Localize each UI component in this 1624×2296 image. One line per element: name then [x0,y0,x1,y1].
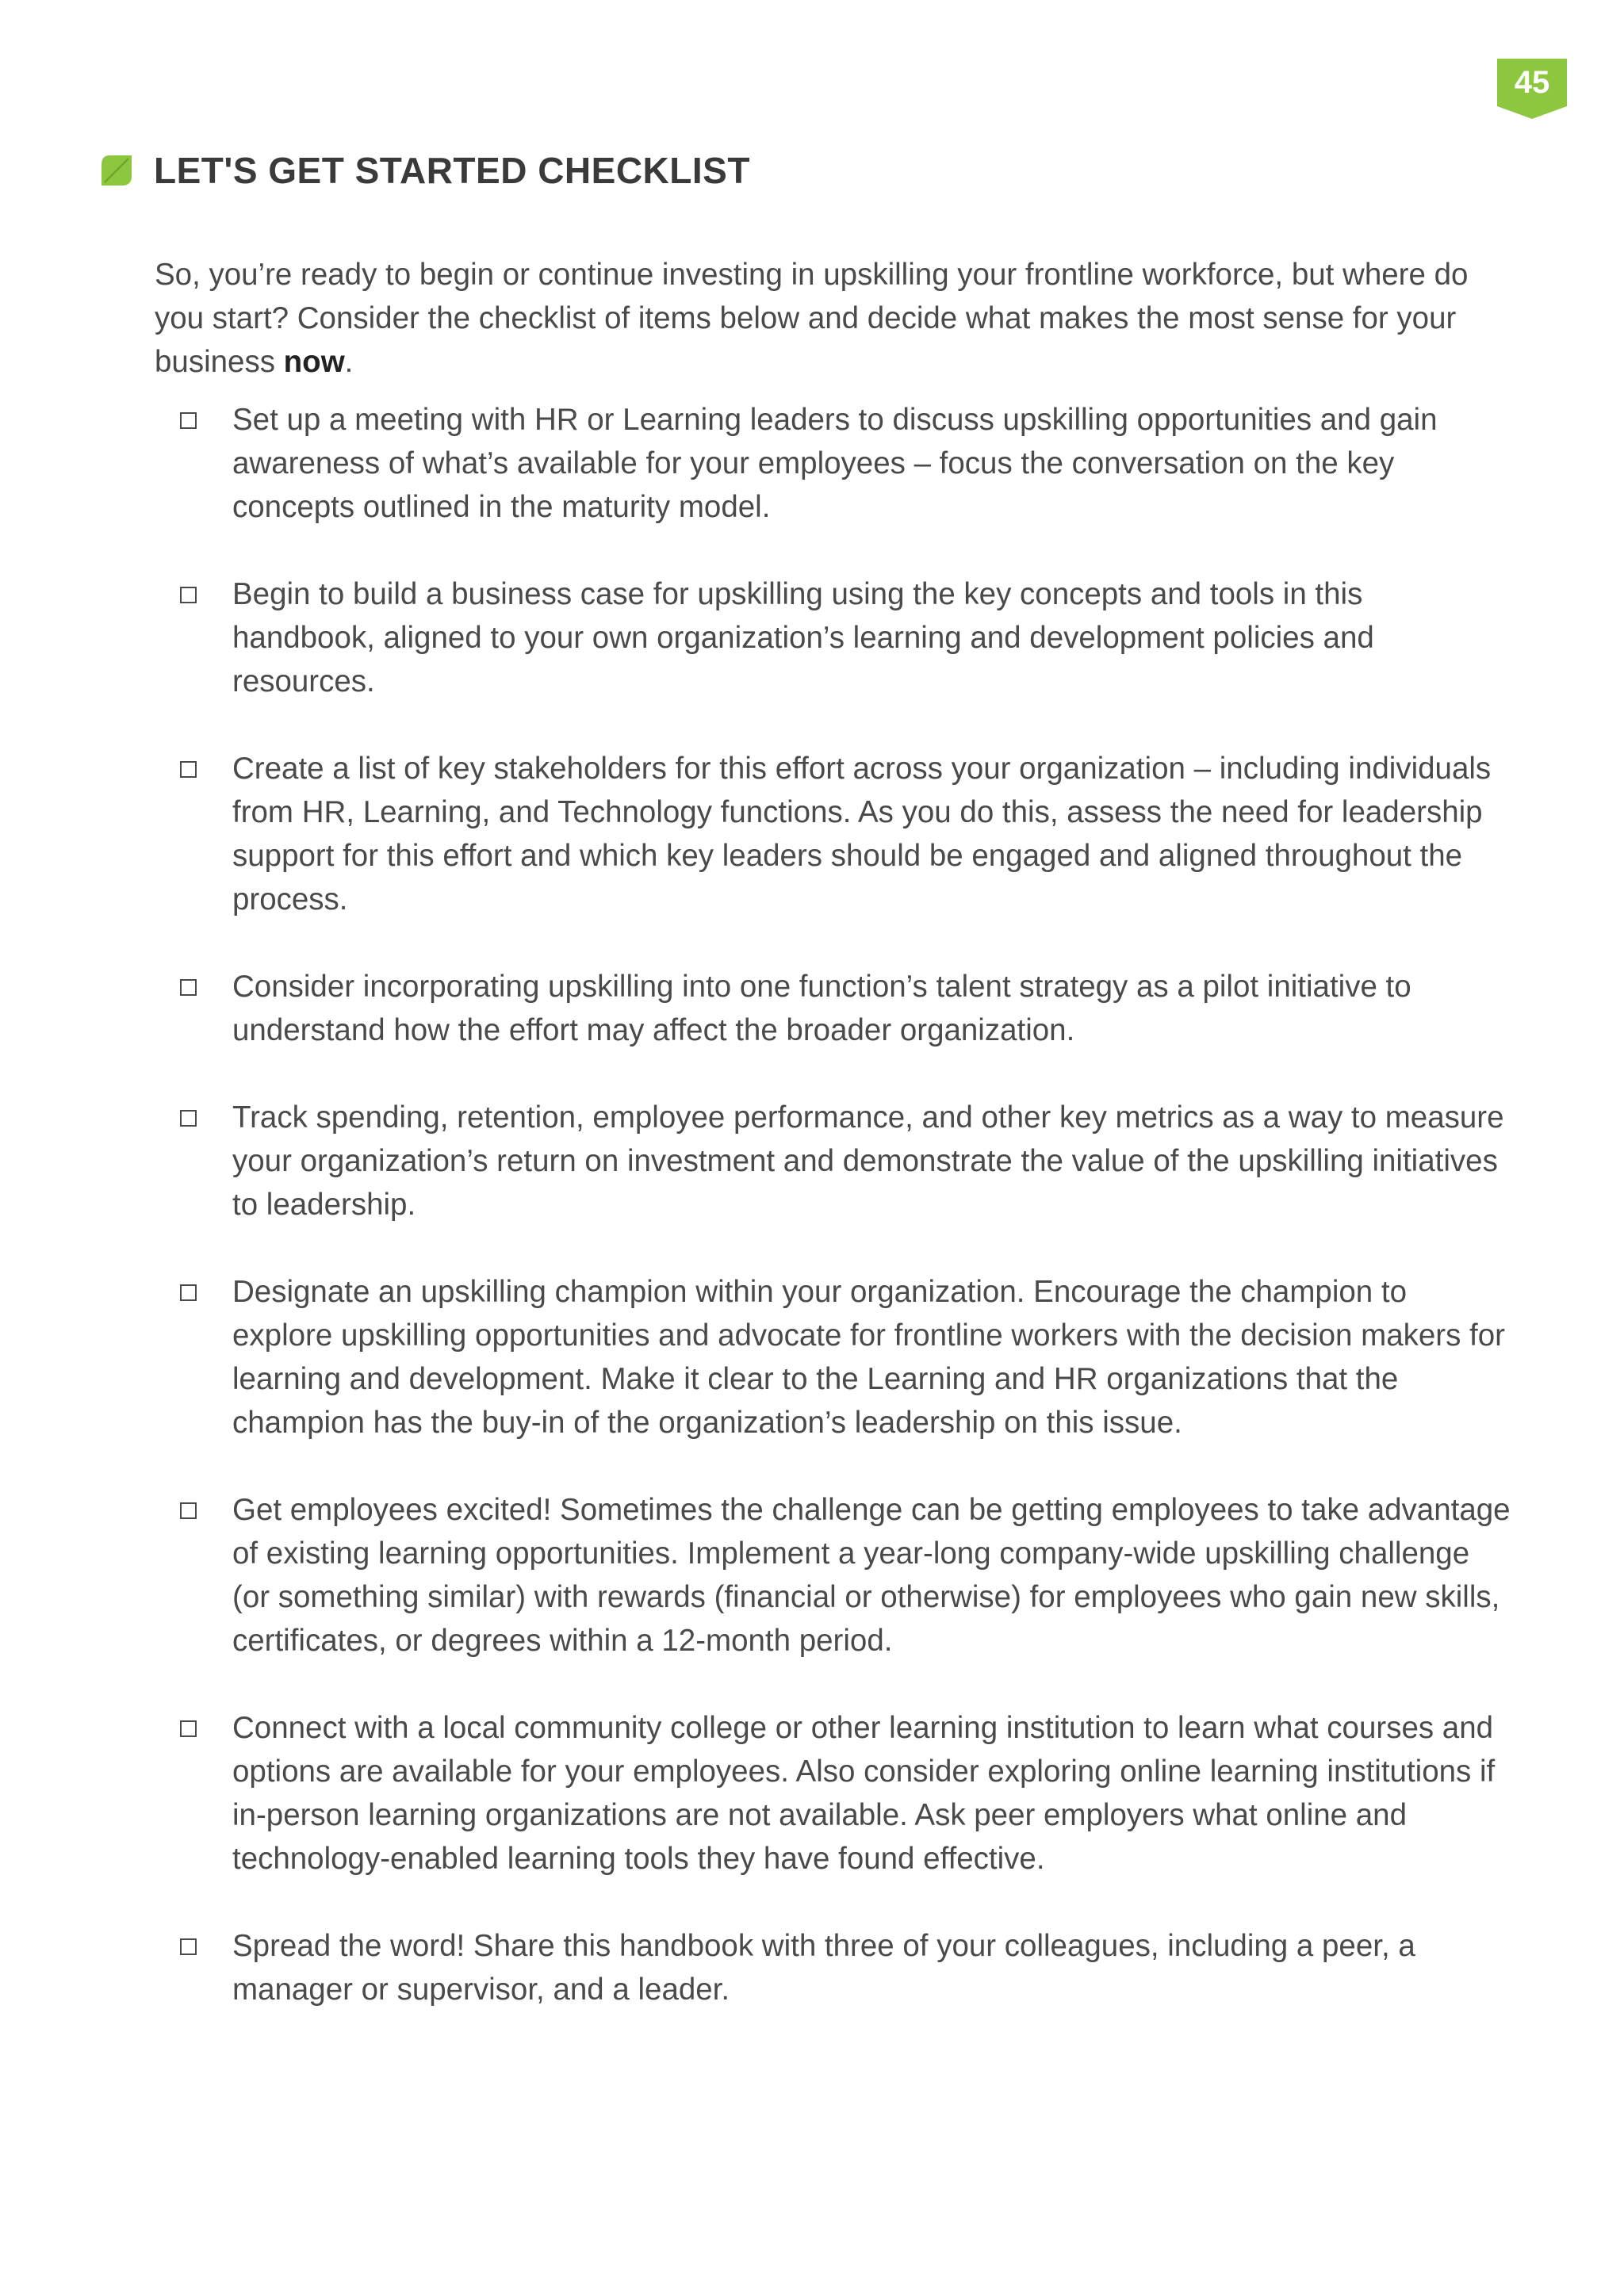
checklist-item-text: Get employees excited! Sometimes the challenge can be getting employees to take advantage of existing learning opportunities. Implement a year-long company-wide upskilling challenge (or something similar) with rewards (financial or otherwise) for employees who gain new skills, certificates, or degrees within a 12-month period. [232,1493,1511,1658]
checklist-item-text: Connect with a local community college or other learning institution to learn what courses and options are available for your employees. Also consider exploring online learning institutions if in-person learning organizations are not available. Ask peer employers what online and technology-enabled learning tools they have found effective. [232,1711,1496,1876]
checkbox-icon[interactable] [180,761,197,778]
intro-paragraph [155,253,1503,384]
checkbox-icon[interactable] [180,587,197,603]
checklist-item-text: Designate an upskilling champion within your organization. Encourage the champion to explore upskilling opportunities and advocate for frontline workers with the decision makers for learning and development. Make it clear to the Learning and HR organizations that the champion has the buy-in of the organization’s leadership on this issue. [232,1275,1505,1440]
intro-text: So, you’re ready to begin or continue investing in upskilling your frontline workforce, but where do you start? Consider the checklist of items below and decide what makes the most sense for your business [155,257,1469,379]
leaf-icon [100,154,133,187]
checklist-item [155,572,1511,703]
intro-text-end: . [344,344,354,379]
checklist [155,398,1511,2055]
checklist-item [155,1706,1511,1881]
section-heading [100,146,750,195]
checkbox-icon[interactable] [180,1284,197,1301]
checklist-item [155,1924,1511,2011]
checklist-item [155,747,1511,921]
checklist-item [155,1270,1511,1445]
page-title: LET'S GET STARTED CHECKLIST [154,150,750,191]
checkbox-icon[interactable] [180,412,197,429]
checklist-item-text: Spread the word! Share this handbook with three of your colleagues, including a peer, a manager or supervisor, and a leader. [232,1929,1415,2007]
checklist-item-text: Begin to build a business case for upskilling using the key concepts and tools in this handbook, aligned to your own organization’s learning and development policies and resources. [232,577,1374,698]
checklist-item-text: Track spending, retention, employee performance, and other key metrics as a way to measure your organization’s return on investment and demonstrate the value of the upskilling initiatives to leadership. [232,1100,1504,1222]
checkbox-icon[interactable] [180,979,197,996]
checklist-item [155,1096,1511,1226]
intro-emphasis: now [283,344,345,379]
checklist-item [155,965,1511,1052]
checklist-item-text: Set up a meeting with HR or Learning leaders to discuss upskilling opportunities and gain awareness of what’s available for your employees – focus the conversation on the key concepts outlined in the maturity model. [232,403,1438,524]
checkbox-icon[interactable] [180,1720,197,1737]
checkbox-icon[interactable] [180,1938,197,1955]
checklist-item [155,398,1511,529]
checklist-item [155,1488,1511,1663]
checklist-item-text: Consider incorporating upskilling into one function’s talent strategy as a pilot initiative to understand how the effort may affect the broader organization. [232,970,1411,1047]
checklist-item-text: Create a list of key stakeholders for this effort across your organization – including individuals from HR, Learning, and Technology functions. As you do this, assess the need for leadership support for this effort and which key leaders should be engaged and aligned throughout the process. [232,752,1492,916]
checkbox-icon[interactable] [180,1502,197,1519]
page-number: 45 [1514,65,1550,100]
checkbox-icon[interactable] [180,1110,197,1127]
page-number-badge [1497,59,1567,119]
